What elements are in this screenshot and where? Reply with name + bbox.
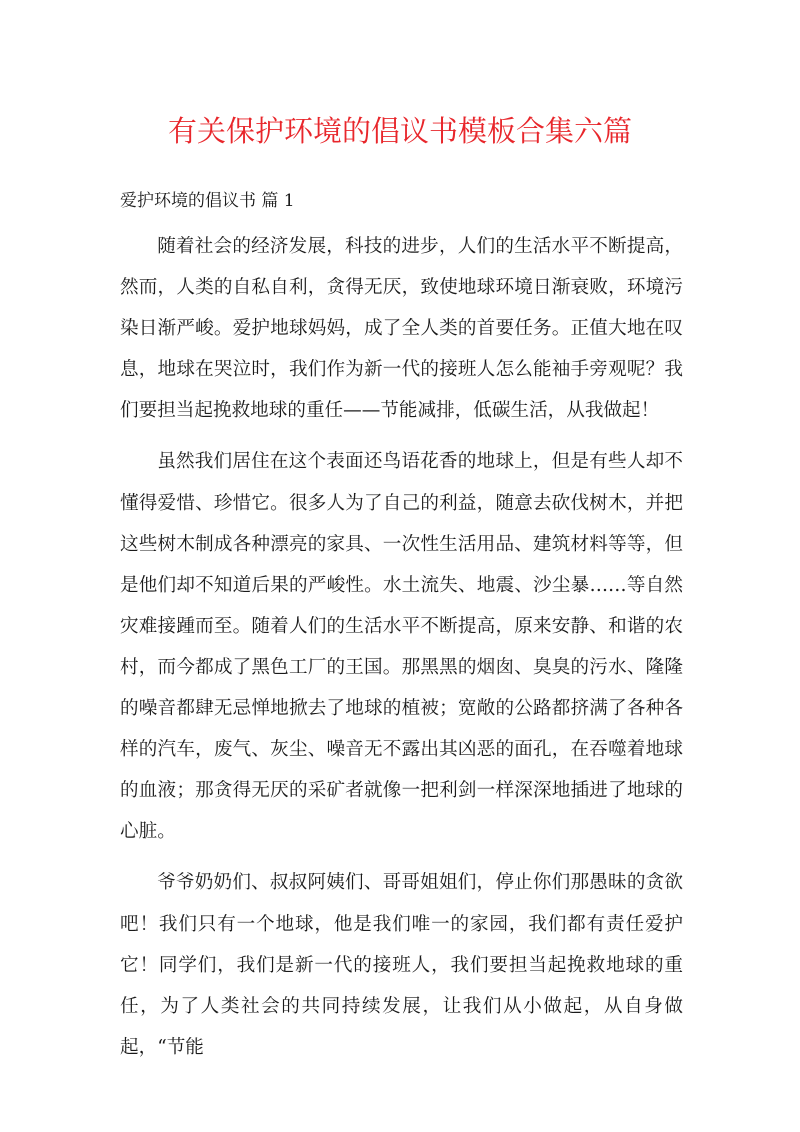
paragraph-1: 随着社会的经济发展，科技的进步，人们的生活水平不断提高，然而，人类的自私自利，贪得无厌，致使地球环境日渐衰败，环境污染日渐严峻。爱护地球妈妈，成了全人类的首要任务。正值大地在叹息，地球在哭泣时，我们作为新一代的接班人怎么能袖手旁观呢？我们要担当起挽救地球的重任——节能减排，低碳生活，从我做起！: [120, 236, 683, 422]
document-body: [120, 226, 683, 1068]
section-heading: 爱护环境的倡议书 篇 1: [120, 191, 295, 211]
paragraph-3: 爷爷奶奶们、叔叔阿姨们、哥哥姐姐们，停止你们那愚昧的贪欲吧！我们只有一个地球，他是我们唯一的家园，我们都有责任爱护它！同学们，我们是新一代的接班人，我们要担当起挽救地球的重任，为了人类社会的共同持续发展，让我们从小做起，从自身做起，“节能: [120, 872, 683, 1058]
document-title: 有关保护环境的倡议书模板合集六篇: [167, 114, 632, 148]
paragraph-2: 虽然我们居住在这个表面还鸟语花香的地球上，但是有些人却不懂得爱惜、珍惜它。很多人为了自己的利益，随意去砍伐树木，并把这些树木制成各种漂亮的家具、一次性生活用品、建筑材料等等，但是他们却不知道后果的严峻性。水土流失、地震、沙尘暴……等自然灾难接踵而至。随着人们的生活水平不断提高，原来安静、和谐的农村，而今都成了黑色工厂的王国。那黑黑的烟囱、臭臭的污水、隆隆的噪音都肆无忌惮地掀去了地球的植被；宽敞的公路都挤满了各种各样的汽车，废气、灰尘、噪音无不露出其凶恶的面孔，在吞噬着地球的血液；那贪得无厌的采矿者就像一把利剑一样深深地插进了地球的心脏。: [120, 451, 683, 843]
